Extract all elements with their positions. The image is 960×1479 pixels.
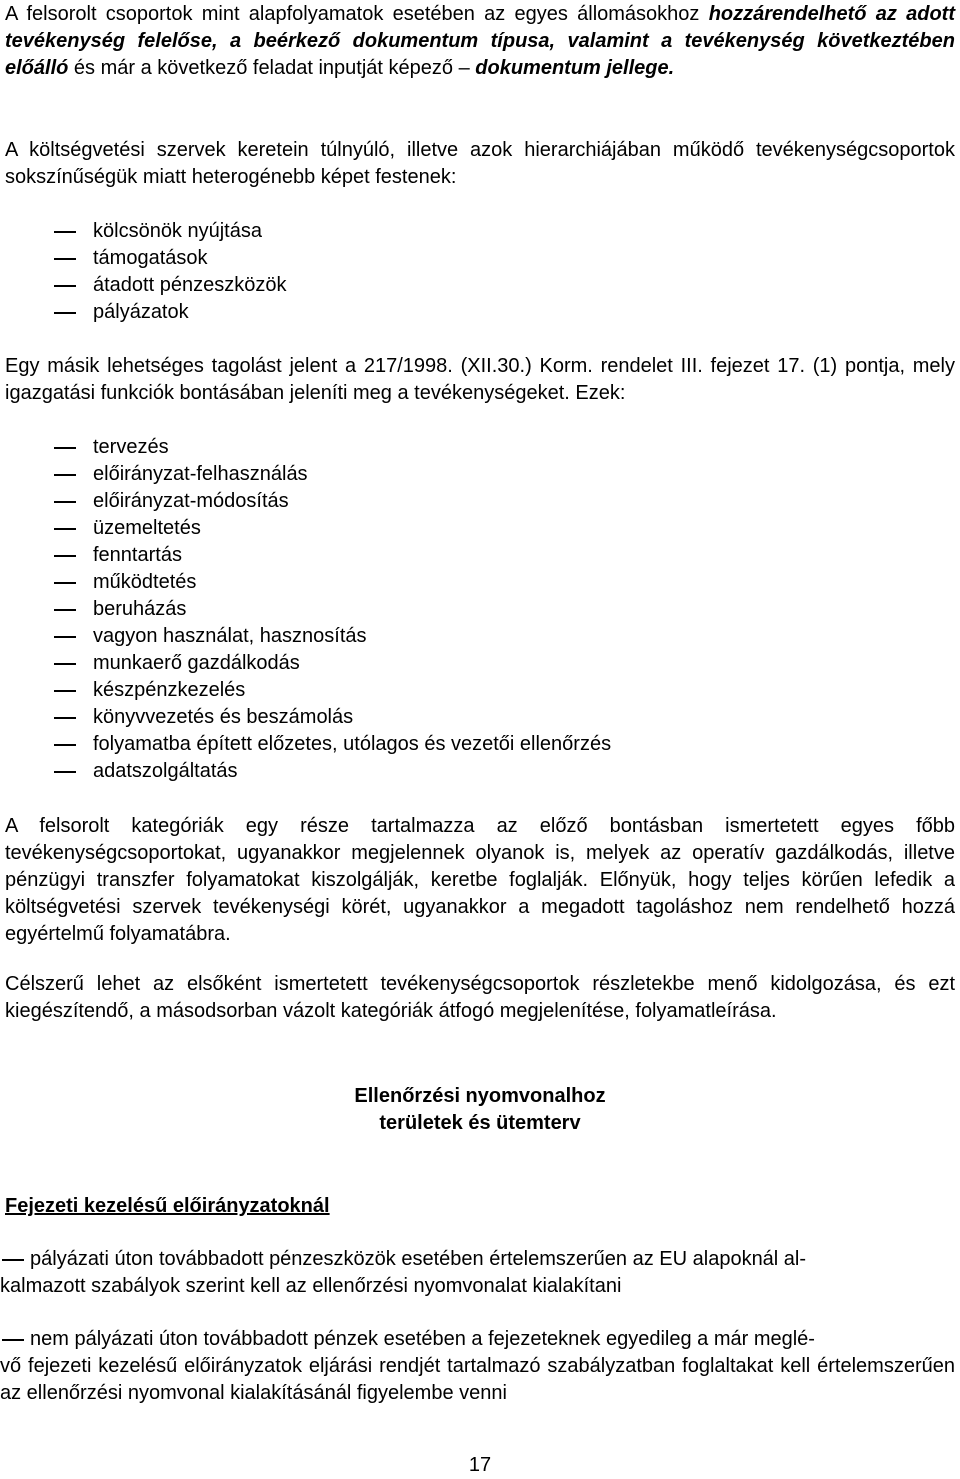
list-item: üzemeltetés: [0, 515, 940, 542]
dash-bullet-icon: [54, 474, 76, 476]
paragraph-activity-groups: A költségvetési szervek keretein túlnyúló, illetve azok hierarchiájában működő tevékenységcsoportok sokszínűségük miatt heterogénebb képet festenek:: [5, 139, 955, 188]
list-item: működtetés: [0, 569, 940, 596]
list-item: beruházás: [0, 596, 940, 623]
dash-bullet-icon: [54, 744, 76, 746]
list-item: vagyon használat, hasznosítás: [0, 623, 940, 650]
list-item: készpénzkezelés: [0, 677, 940, 704]
list-item: pályázati úton továbbadott pénzeszközök esetében értelemszerűen az EU alapoknál al- kalmazott szabályok szerint kell az ellenőrzési nyomvonalat kialakítani: [0, 1248, 807, 1297]
list-item: támogatások: [0, 245, 940, 272]
list-item: előirányzat-felhasználás: [0, 461, 940, 488]
paragraph-categories: A felsorolt kategóriák egy része tartalmazza az előző bontásban ismertetett egyes főbb tevékenységcsoportokat, ugyanakkor megjelennek olyanok is, melyek az operatív gazdálkodás, illetve pénzügyi transzfer folyamatokat kiszolgálják, keretbe foglalják. Előnyük, hogy teljes körűen lefedik a költségvetési szervek tevékenységi körét, ugyanakkor a megadott tagoláshoz nem rendelhető hozzá egyértelmű folyamatábra.: [5, 815, 955, 945]
administrative-functions-list: [0, 434, 940, 785]
paragraph-intro-emphasis-1: hozzárendelhető az adott tevékenység felelőse, a beérkező dokumentum típusa, valamint a tevékenység következtében előálló: [5, 3, 955, 79]
dash-bullet-icon: [54, 690, 76, 692]
dash-bullet-icon: [54, 582, 76, 584]
paragraph-intro-part2: és már a következő feladat inputját képező –: [68, 57, 476, 79]
dash-bullet-icon: [54, 555, 76, 557]
dash-bullet-icon: [54, 636, 76, 638]
activity-groups-list: [0, 218, 940, 326]
list-item: kölcsönök nyújtása: [0, 218, 940, 245]
paragraph-decree-reference: Egy másik lehetséges tagolást jelent a 217/1998. (XII.30.) Korm. rendelet III. fejezet 17. (1) pontja, mely igazgatási funkciók bontásában jeleníti meg a tevékenységeket. Ezek:: [5, 355, 955, 404]
list-item: pályázatok: [0, 299, 940, 326]
paragraph-intro-part1: A felsorolt csoportok mint alapfolyamatok esetében az egyes állomásokhoz: [5, 3, 709, 25]
dash-bullet-icon: [2, 1259, 24, 1261]
dash-bullet-icon: [54, 447, 76, 449]
dash-bullet-icon: [54, 528, 76, 530]
dash-bullet-icon: [54, 663, 76, 665]
list-item: előirányzat-módosítás: [0, 488, 940, 515]
section-title-line-1: Ellenőrzési nyomvonalhoz: [354, 1085, 606, 1107]
dash-bullet-icon: [54, 501, 76, 503]
dash-bullet-icon: [54, 258, 76, 260]
paragraph-recommendation: Célszerű lehet az elsőként ismertetett tevékenységcsoportok részletekbe menő kidolgozása, és ezt kiegészítendő, a másodsorban vázolt kategóriák átfogó megjelenítése, folyamatleírása.: [5, 973, 955, 1022]
list-item: nem pályázati úton továbbadott pénzek esetében a fejezeteknek egyedileg a már meglé- vő fejezeti kezelésű előirányzatok eljárási rendjét tartalmazó szabályzatban foglaltakat kell értelemszerűen az ellenőrzési nyomvonal kialakításánál figyelembe venni: [0, 1328, 955, 1404]
dash-bullet-icon: [2, 1339, 24, 1341]
list-item: átadott pénzeszközök: [0, 272, 940, 299]
paragraph-intro: [5, 1, 955, 82]
page-number: 17: [468, 1454, 492, 1476]
list-item: folyamatba épített előzetes, utólagos és vezetői ellenőrzés: [0, 731, 940, 758]
list-item: tervezés: [0, 434, 940, 461]
list-item: könyvvezetés és beszámolás: [0, 704, 940, 731]
dash-bullet-icon: [54, 717, 76, 719]
dash-bullet-icon: [54, 609, 76, 611]
dash-bullet-icon: [54, 231, 76, 233]
dash-bullet-icon: [54, 771, 76, 773]
list-item: fenntartás: [0, 542, 940, 569]
subheading: Fejezeti kezelésű előirányzatoknál: [5, 1195, 330, 1217]
paragraph-intro-emphasis-2: dokumentum jellege.: [475, 57, 675, 79]
dash-bullet-icon: [54, 285, 76, 287]
dash-bullet-icon: [54, 312, 76, 314]
section-title-line-2: területek és ütemterv: [379, 1112, 581, 1134]
list-item: munkaerő gazdálkodás: [0, 650, 940, 677]
list-item: adatszolgáltatás: [0, 758, 940, 785]
